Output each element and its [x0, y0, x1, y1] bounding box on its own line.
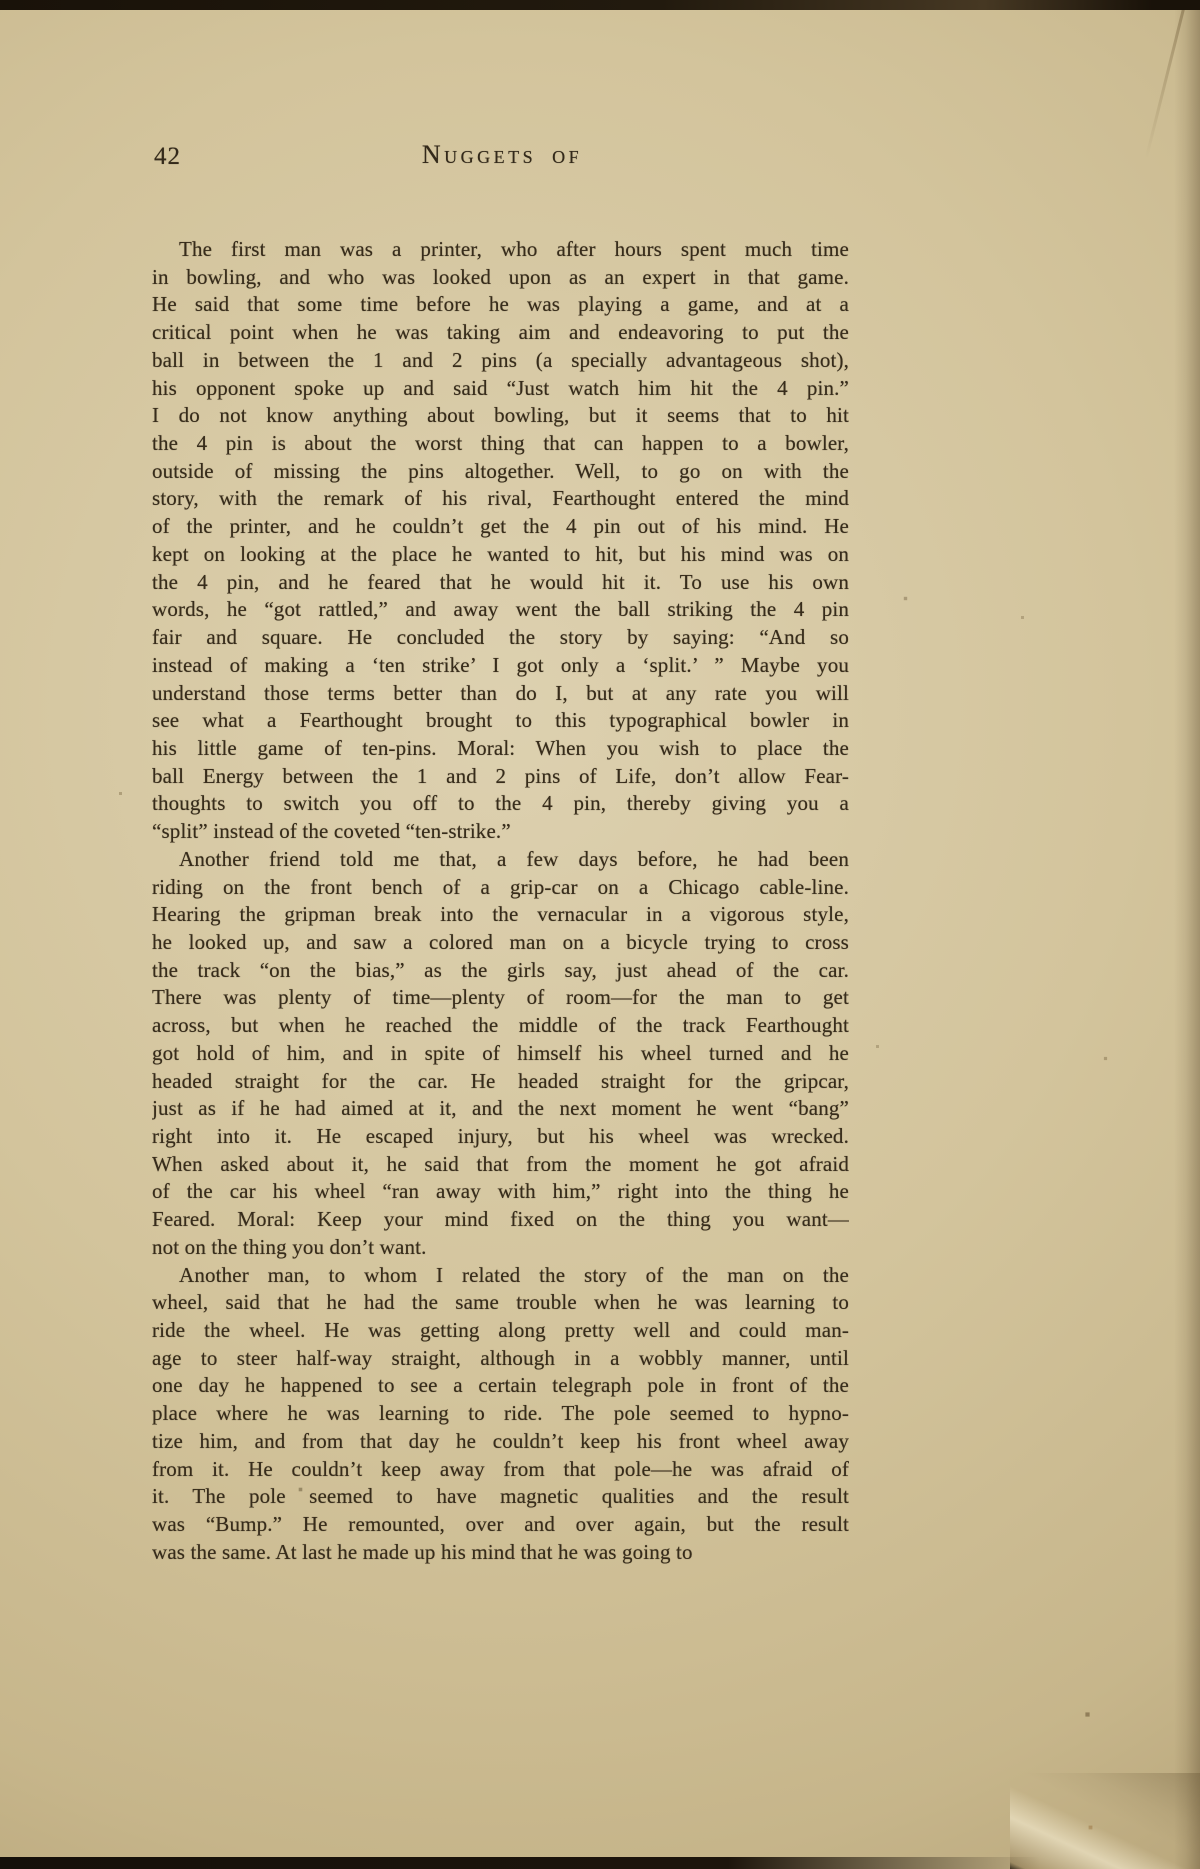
text-line: headed straight for the car. He headed straight for the gripcar, [152, 1068, 849, 1093]
text-line: was the same. At last he made up his mind that he was going to [152, 1539, 693, 1564]
text-line: not on the thing you don’t want. [152, 1234, 427, 1259]
text-line: from it. He couldn’t keep away from that pole—he was afraid of [152, 1456, 849, 1481]
text-line: age to steer half-way straight, although in a wobbly manner, until [152, 1345, 849, 1370]
text-line: story, with the remark of his rival, Fearthought entered the mind [152, 486, 849, 511]
text-line: one day he happened to see a certain telegraph pole in front of the [152, 1373, 849, 1398]
text-line: I do not know anything about bowling, but it seems that to hit [152, 403, 849, 428]
text-line: in bowling, and who was looked upon as an expert in that game. [152, 264, 849, 289]
text-line: it. The pole seemed to have magnetic qualities and the result [152, 1484, 849, 1509]
right-edge-shadow [1174, 0, 1200, 1869]
text-line: critical point when he was taking aim and endeavoring to put the [152, 320, 849, 345]
paragraph [152, 1262, 849, 1567]
scan-edge-bottom [0, 1857, 1040, 1869]
text-line: place where he was learning to ride. The pole seemed to hypno- [152, 1401, 849, 1426]
text-line: instead of making a ‘ten strike’ I got only a ‘split.’ ” Maybe you [152, 652, 849, 677]
text-line: thoughts to switch you off to the 4 pin, thereby giving you a [152, 791, 849, 816]
text-line: When asked about it, he said that from the moment he got afraid [152, 1151, 849, 1176]
text-line: “split” instead of the coveted “ten-strike.” [152, 819, 511, 844]
text-line: just as if he had aimed at it, and the next moment he went “bang” [152, 1096, 849, 1121]
text-line: The first man was a printer, who after hours spent much time [179, 237, 849, 261]
text-line: the 4 pin, and he feared that he would hit it. To use his own [152, 569, 849, 594]
text-line: There was plenty of time—plenty of room—for the man to get [152, 985, 849, 1010]
text-line: see what a Fearthought brought to this typographical bowler in [152, 708, 849, 733]
text-line: ball in between the 1 and 2 pins (a specially advantageous shot), [152, 347, 849, 372]
text-line: Feared. Moral: Keep your mind fixed on the thing you want— [152, 1207, 849, 1232]
text-line: ball Energy between the 1 and 2 pins of Life, don’t allow Fear- [152, 763, 849, 788]
text-line: was “Bump.” He remounted, over and over again, but the result [152, 1512, 849, 1537]
text-line: kept on looking at the place he wanted to hit, but his mind was on [152, 541, 849, 566]
text-line: the 4 pin is about the worst thing that can happen to a bowler, [152, 431, 849, 456]
text-line: wheel, said that he had the same trouble when he was learning to [152, 1290, 849, 1315]
text-line: right into it. He escaped injury, but his wheel was wrecked. [152, 1124, 849, 1148]
text-line: Another friend told me that, a few days before, he had been [179, 846, 849, 871]
text-line: riding on the front bench of a grip-car on a Chicago cable-line. [152, 874, 849, 899]
text-line: Hearing the gripman break into the vernacular in a vigorous style, [152, 902, 849, 927]
text-line: his little game of ten-pins. Moral: When you wish to place the [152, 735, 849, 760]
text-line: He said that some time before he was playing a game, and at a [152, 292, 849, 317]
text-line: he looked up, and saw a colored man on a bicycle trying to cross [152, 929, 849, 954]
page-header [152, 140, 852, 174]
text-line: understand those terms better than do I, but at any rate you will [152, 680, 849, 705]
text-line: his opponent spoke up and said “Just watch him hit the 4 pin.” [152, 375, 849, 400]
page-number: 42 [154, 143, 181, 170]
running-head: Nuggets of [421, 140, 583, 169]
text-line: the track “on the bias,” as the girls say, just ahead of the car. [152, 957, 849, 982]
corner-curl [1010, 1773, 1200, 1869]
text-line: of the printer, and he couldn’t get the 4 pin out of his mind. He [152, 514, 849, 539]
text-line: of the car his wheel “ran away with him,” right into the thing he [152, 1179, 849, 1204]
text-line: outside of missing the pins altogether. Well, to go on with the [152, 458, 849, 483]
text-line: across, but when he reached the middle of the track Fearthought [152, 1013, 849, 1038]
text-line: got hold of him, and in spite of himself his wheel turned and he [152, 1040, 849, 1065]
paragraph [152, 236, 849, 846]
text-line: Another man, to whom I related the story of the man on the [179, 1262, 849, 1287]
paragraph [152, 846, 849, 1262]
text-block [152, 236, 849, 1567]
text-line: ride the wheel. He was getting along pretty well and could man- [152, 1318, 849, 1343]
text-line: tize him, and from that day he couldn’t keep his front wheel away [152, 1428, 849, 1453]
text-line: words, he “got rattled,” and away went the ball striking the 4 pin [152, 597, 849, 622]
text-line: fair and square. He concluded the story by saying: “And so [152, 625, 849, 650]
scan-edge-top [0, 0, 1200, 10]
